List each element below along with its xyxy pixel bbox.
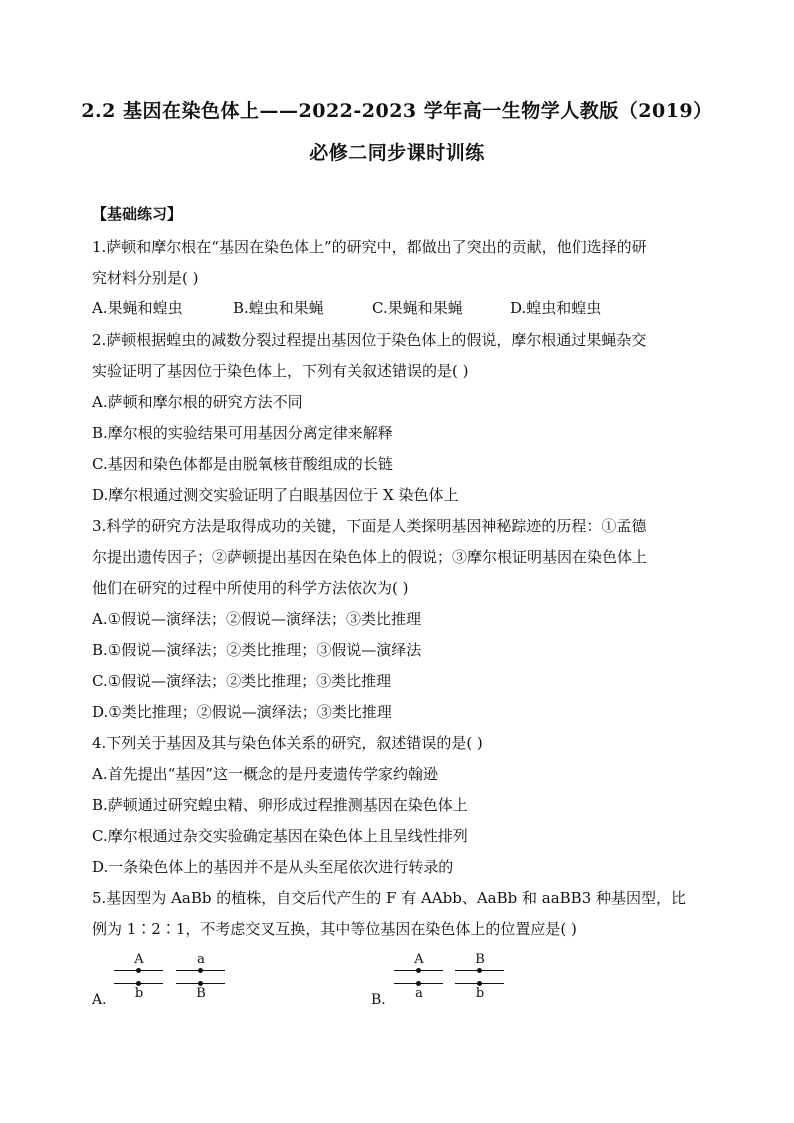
diagram-label: A. — [92, 992, 107, 1008]
gene-locus-dot — [477, 968, 482, 973]
question-4-option-d: D.一条染色体上的基因并不是从头至尾依次进行转录的 — [92, 858, 454, 876]
allele-label: b — [475, 986, 485, 1001]
allele-label: B — [196, 986, 206, 1001]
question-2-stem: 实验证明了基因位于染色体上，下列有关叙述错误的是( ) — [92, 362, 469, 380]
question-5-stem: 例为 1∶2∶1，不考虑交叉互换，其中等位基因在染色体上的位置应是( ) — [92, 920, 577, 938]
question-2-option-b: B.摩尔根的实验结果可用基因分离定律来解释 — [92, 424, 393, 442]
question-3-option-c: C.①假说—演绎法；②类比推理；③类比推理 — [92, 672, 392, 690]
question-4-option-c: C.摩尔根通过杂交实验确定基因在染色体上且呈线性排列 — [92, 827, 468, 845]
gene-locus-dot — [136, 968, 141, 973]
question-1-option-a: A.果蝇和蝗虫 — [92, 299, 183, 317]
question-1-option-d: D.蝗虫和蝗虫 — [510, 299, 602, 317]
question-2-option-a: A.萨顿和摩尔根的研究方法不同 — [92, 393, 303, 411]
question-1-stem: 1.萨顿和摩尔根在“基因在染色体上”的研究中，都做出了突出的贡献，他们选择的研 — [92, 238, 647, 256]
section-heading: 【基础练习】 — [92, 205, 183, 223]
question-2-stem: 2.萨顿根据蝗虫的减数分裂过程提出基因位于染色体上的假说，摩尔根通过果蝇杂交 — [92, 331, 647, 349]
question-5-stem: 5.基因型为 AaBb 的植株，自交后代产生的 F 有 AAbb、AaBb 和 aaBB3 种基因型，比 — [92, 889, 687, 907]
question-2-option-d: D.摩尔根通过测交实验证明了白眼基因位于 X 染色体上 — [92, 486, 459, 504]
question-3-stem: 3.科学的研究方法是取得成功的关键，下面是人类探明基因神秘踪迹的历程：①孟德 — [92, 517, 647, 535]
gene-locus-dot — [198, 968, 203, 973]
question-4-option-b: B.萨顿通过研究蝗虫精、卵形成过程推测基因在染色体上 — [92, 796, 468, 814]
question-4-option-a: A.首先提出“基因”这一概念的是丹麦遗传学家约翰逊 — [92, 765, 438, 783]
allele-label: a — [197, 952, 205, 967]
allele-label: b — [134, 986, 144, 1001]
allele-label: B — [475, 952, 485, 967]
question-3-stem: 尔提出遗传因子；②萨顿提出基因在染色体上的假说；③摩尔根证明基因在染色体上 — [92, 548, 648, 566]
allele-label: a — [415, 986, 423, 1001]
question-1-option-b: B.蝗虫和果蝇 — [233, 299, 324, 317]
question-1-stem: 究材料分别是( ) — [92, 269, 199, 287]
question-3-option-a: A.①假说—演绎法；②假说—演绎法；③类比推理 — [92, 610, 422, 628]
question-3-stem: 他们在研究的过程中所使用的科学方法依次为( ) — [92, 579, 409, 597]
document-title-line1: 2.2 基因在染色体上——2022-2023 学年高一生物学人教版（2019） — [81, 100, 713, 122]
allele-label: A — [414, 952, 424, 967]
question-1-option-c: C.果蝇和果蝇 — [372, 299, 463, 317]
diagram-label: B. — [371, 992, 386, 1008]
document-title-line2: 必修二同步课时训练 — [309, 142, 485, 164]
question-3-option-d: D.①类比推理；②假说—演绎法；③类比推理 — [92, 703, 392, 721]
gene-locus-dot — [416, 968, 421, 973]
question-2-option-c: C.基因和染色体都是由脱氧核苷酸组成的长链 — [92, 455, 393, 473]
allele-label: A — [134, 952, 144, 967]
question-3-option-b: B.①假说—演绎法；②类比推理；③假说—演绎法 — [92, 641, 422, 659]
question-4-stem: 4.下列关于基因及其与染色体关系的研究，叙述错误的是( ) — [92, 734, 483, 752]
